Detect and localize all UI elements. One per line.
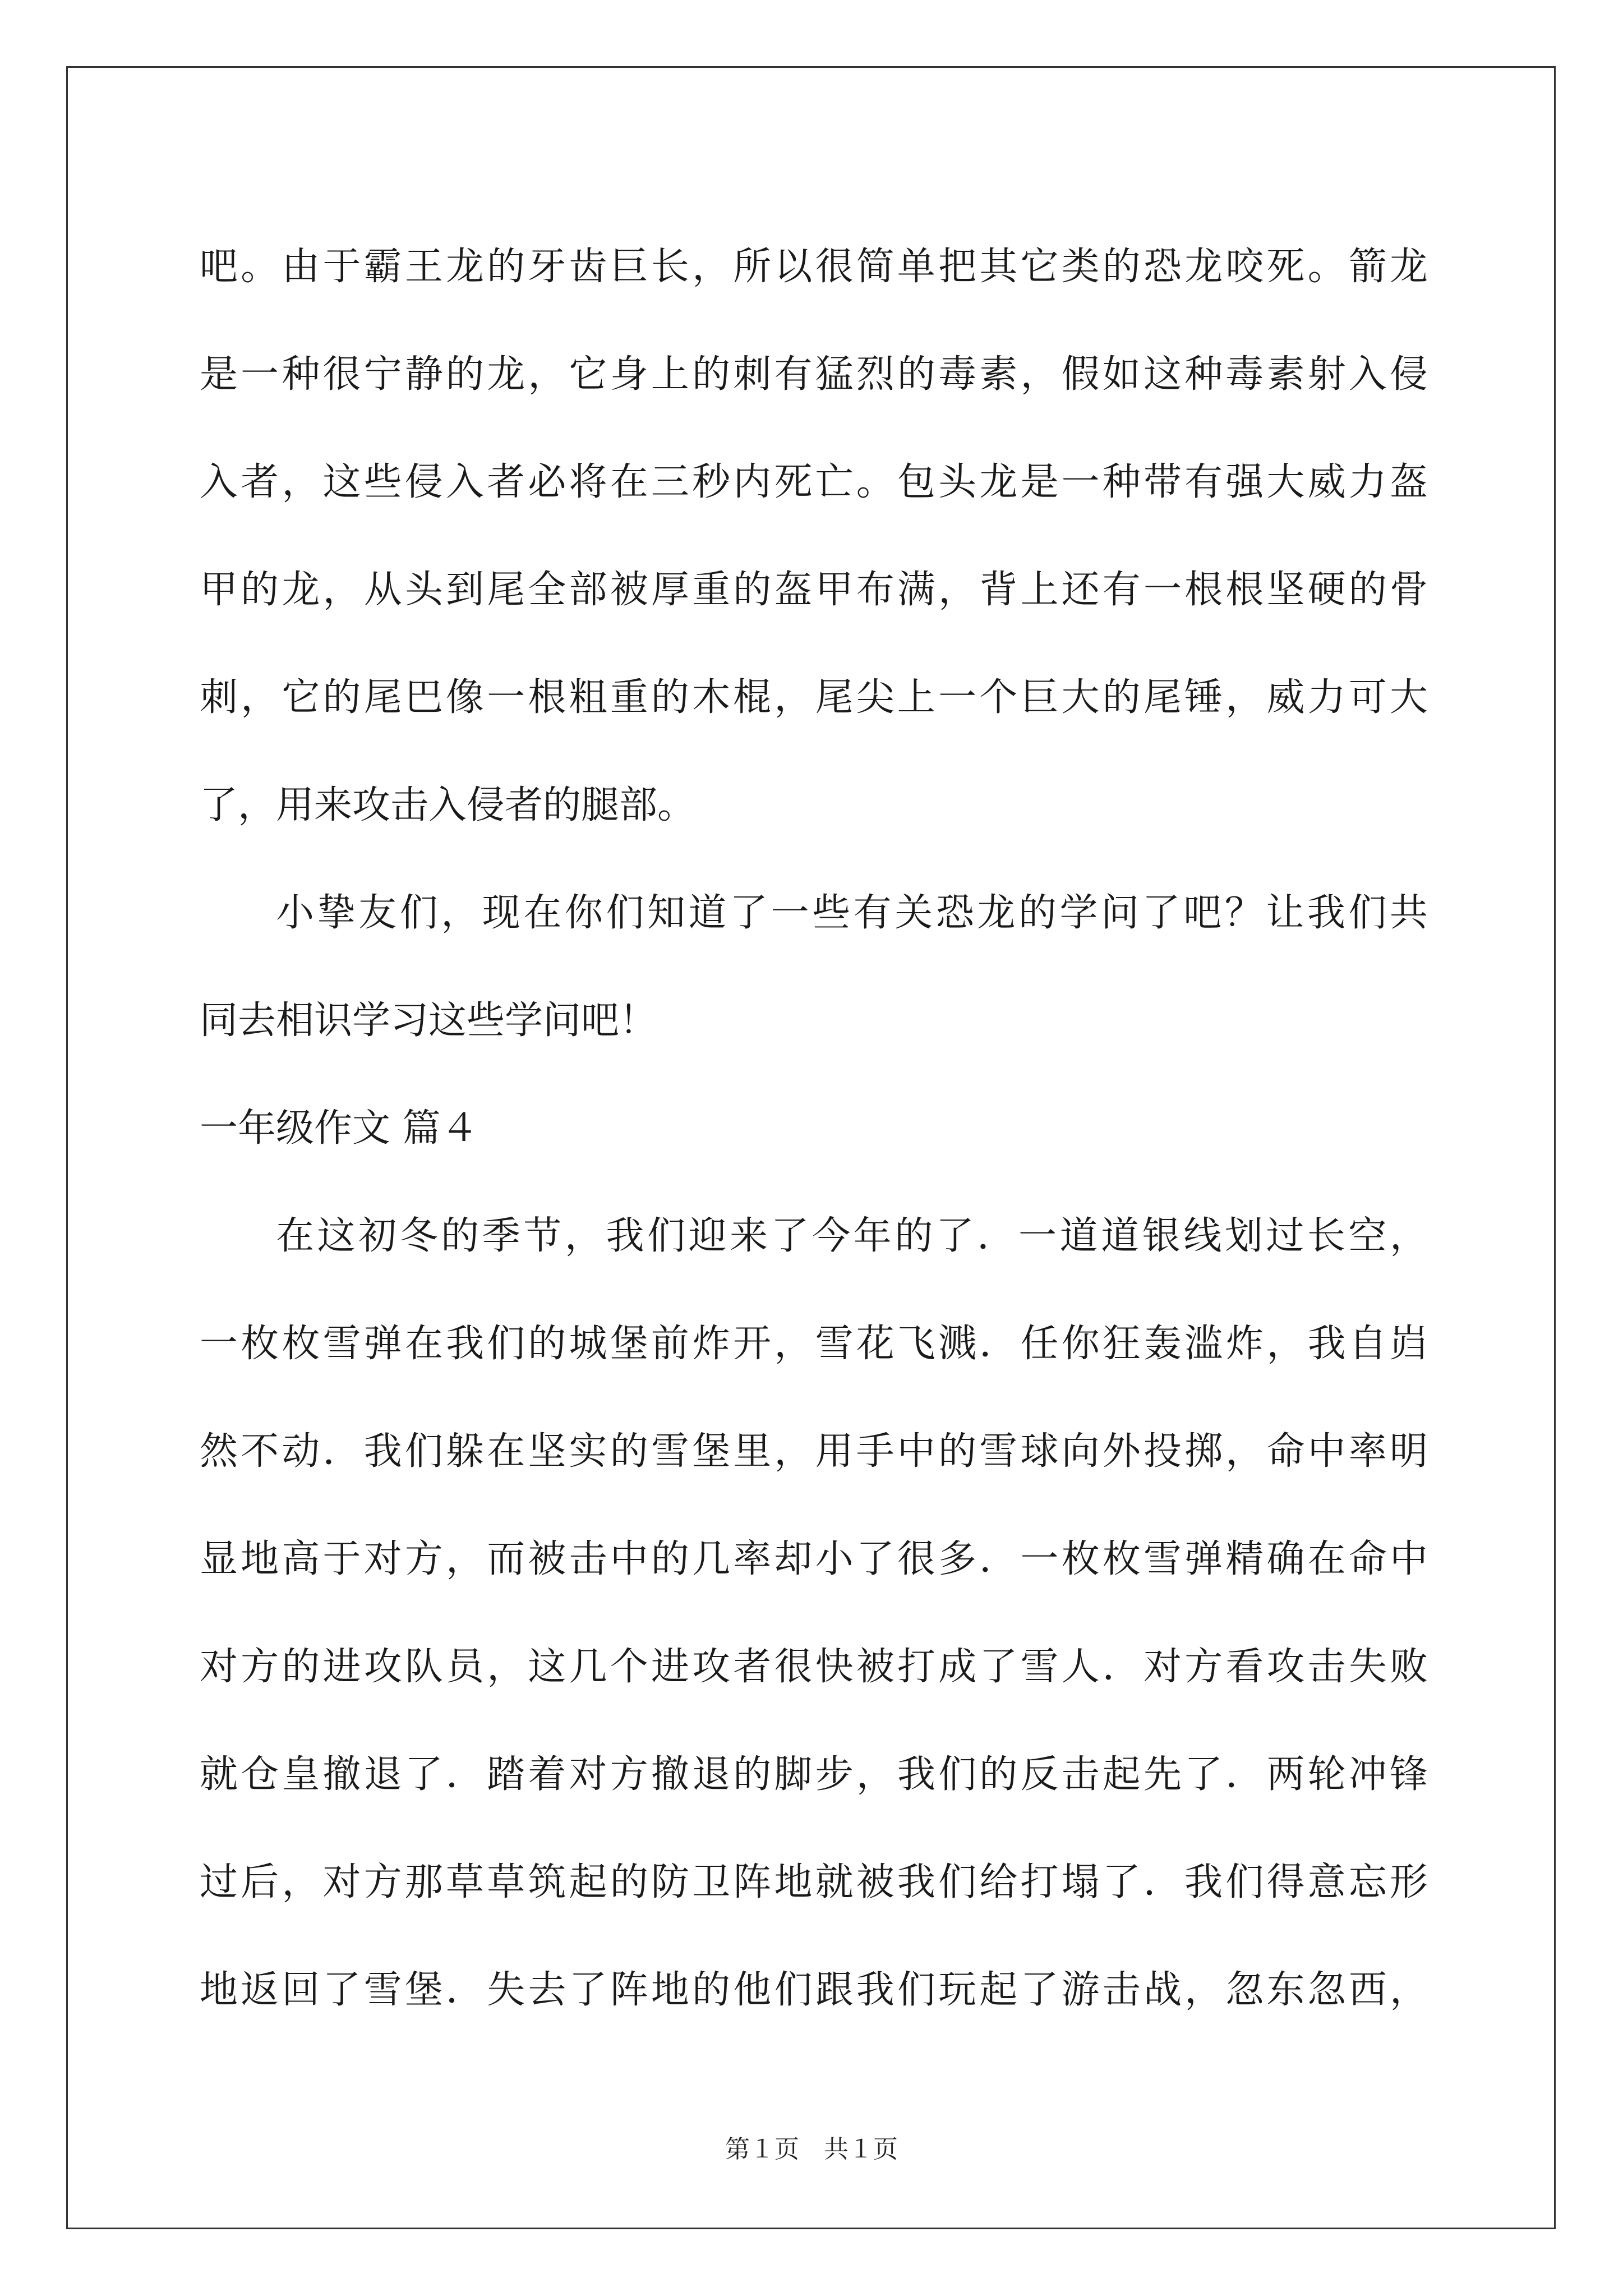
text-line: 入者，这些侵入者必将在三秒内死亡。包头龙是一种带有强大威力盔 [200, 460, 1428, 504]
text-line: 了，用来攻击入侵者的腿部。 [200, 783, 696, 827]
text-line: 在这初冬的季节，我们迎来了今年的了．一道道银线划过长空， [276, 1214, 1428, 1258]
text-line: 对方的进攻队员，这几个进攻者很快被打成了雪人．对方看攻击失败 [200, 1645, 1428, 1689]
text-line: 刺，它的尾巴像一根粗重的木棍，尾尖上一个巨大的尾锤，威力可大 [200, 675, 1428, 720]
text-line: 同去相识学习这些学问吧！ [200, 999, 658, 1043]
text-line: 过后，对方那草草筑起的防卫阵地就被我们给打塌了．我们得意忘形 [200, 1860, 1428, 1904]
text-line: 地返回了雪堡．失去了阵地的他们跟我们玩起了游击战，忽东忽西， [200, 1968, 1428, 2012]
text-line: 甲的龙，从头到尾全部被厚重的盔甲布满，背上还有一根根坚硬的骨 [200, 568, 1428, 612]
text-line: 一枚枚雪弹在我们的城堡前炸开，雪花飞溅．任你狂轰滥炸，我自岿 [200, 1322, 1428, 1366]
text-line: 就仓皇撤退了．踏着对方撤退的脚步，我们的反击起先了．两轮冲锋 [200, 1752, 1428, 1797]
text-line: 然不动．我们躲在坚实的雪堡里，用手中的雪球向外投掷，命中率明 [200, 1429, 1428, 1474]
text-line: 是一种很宁静的龙，它身上的刺有猛烈的毒素，假如这种毒素射入侵 [200, 352, 1428, 397]
text-line: 显地高于对方，而被击中的几率却小了很多．一枚枚雪弹精确在命中 [200, 1537, 1428, 1581]
text-line: 吧。由于霸王龙的牙齿巨长，所以很简单把其它类的恐龙咬死。箭龙 [200, 245, 1428, 289]
document-body [200, 213, 1428, 2044]
page-number: 第１页 共１页 [725, 2135, 898, 2164]
text-line: 小挚友们，现在你们知道了一些有关恐龙的学问了吧？让我们共 [276, 891, 1428, 935]
section-heading: 一年级作文 篇４ [200, 1106, 479, 1151]
